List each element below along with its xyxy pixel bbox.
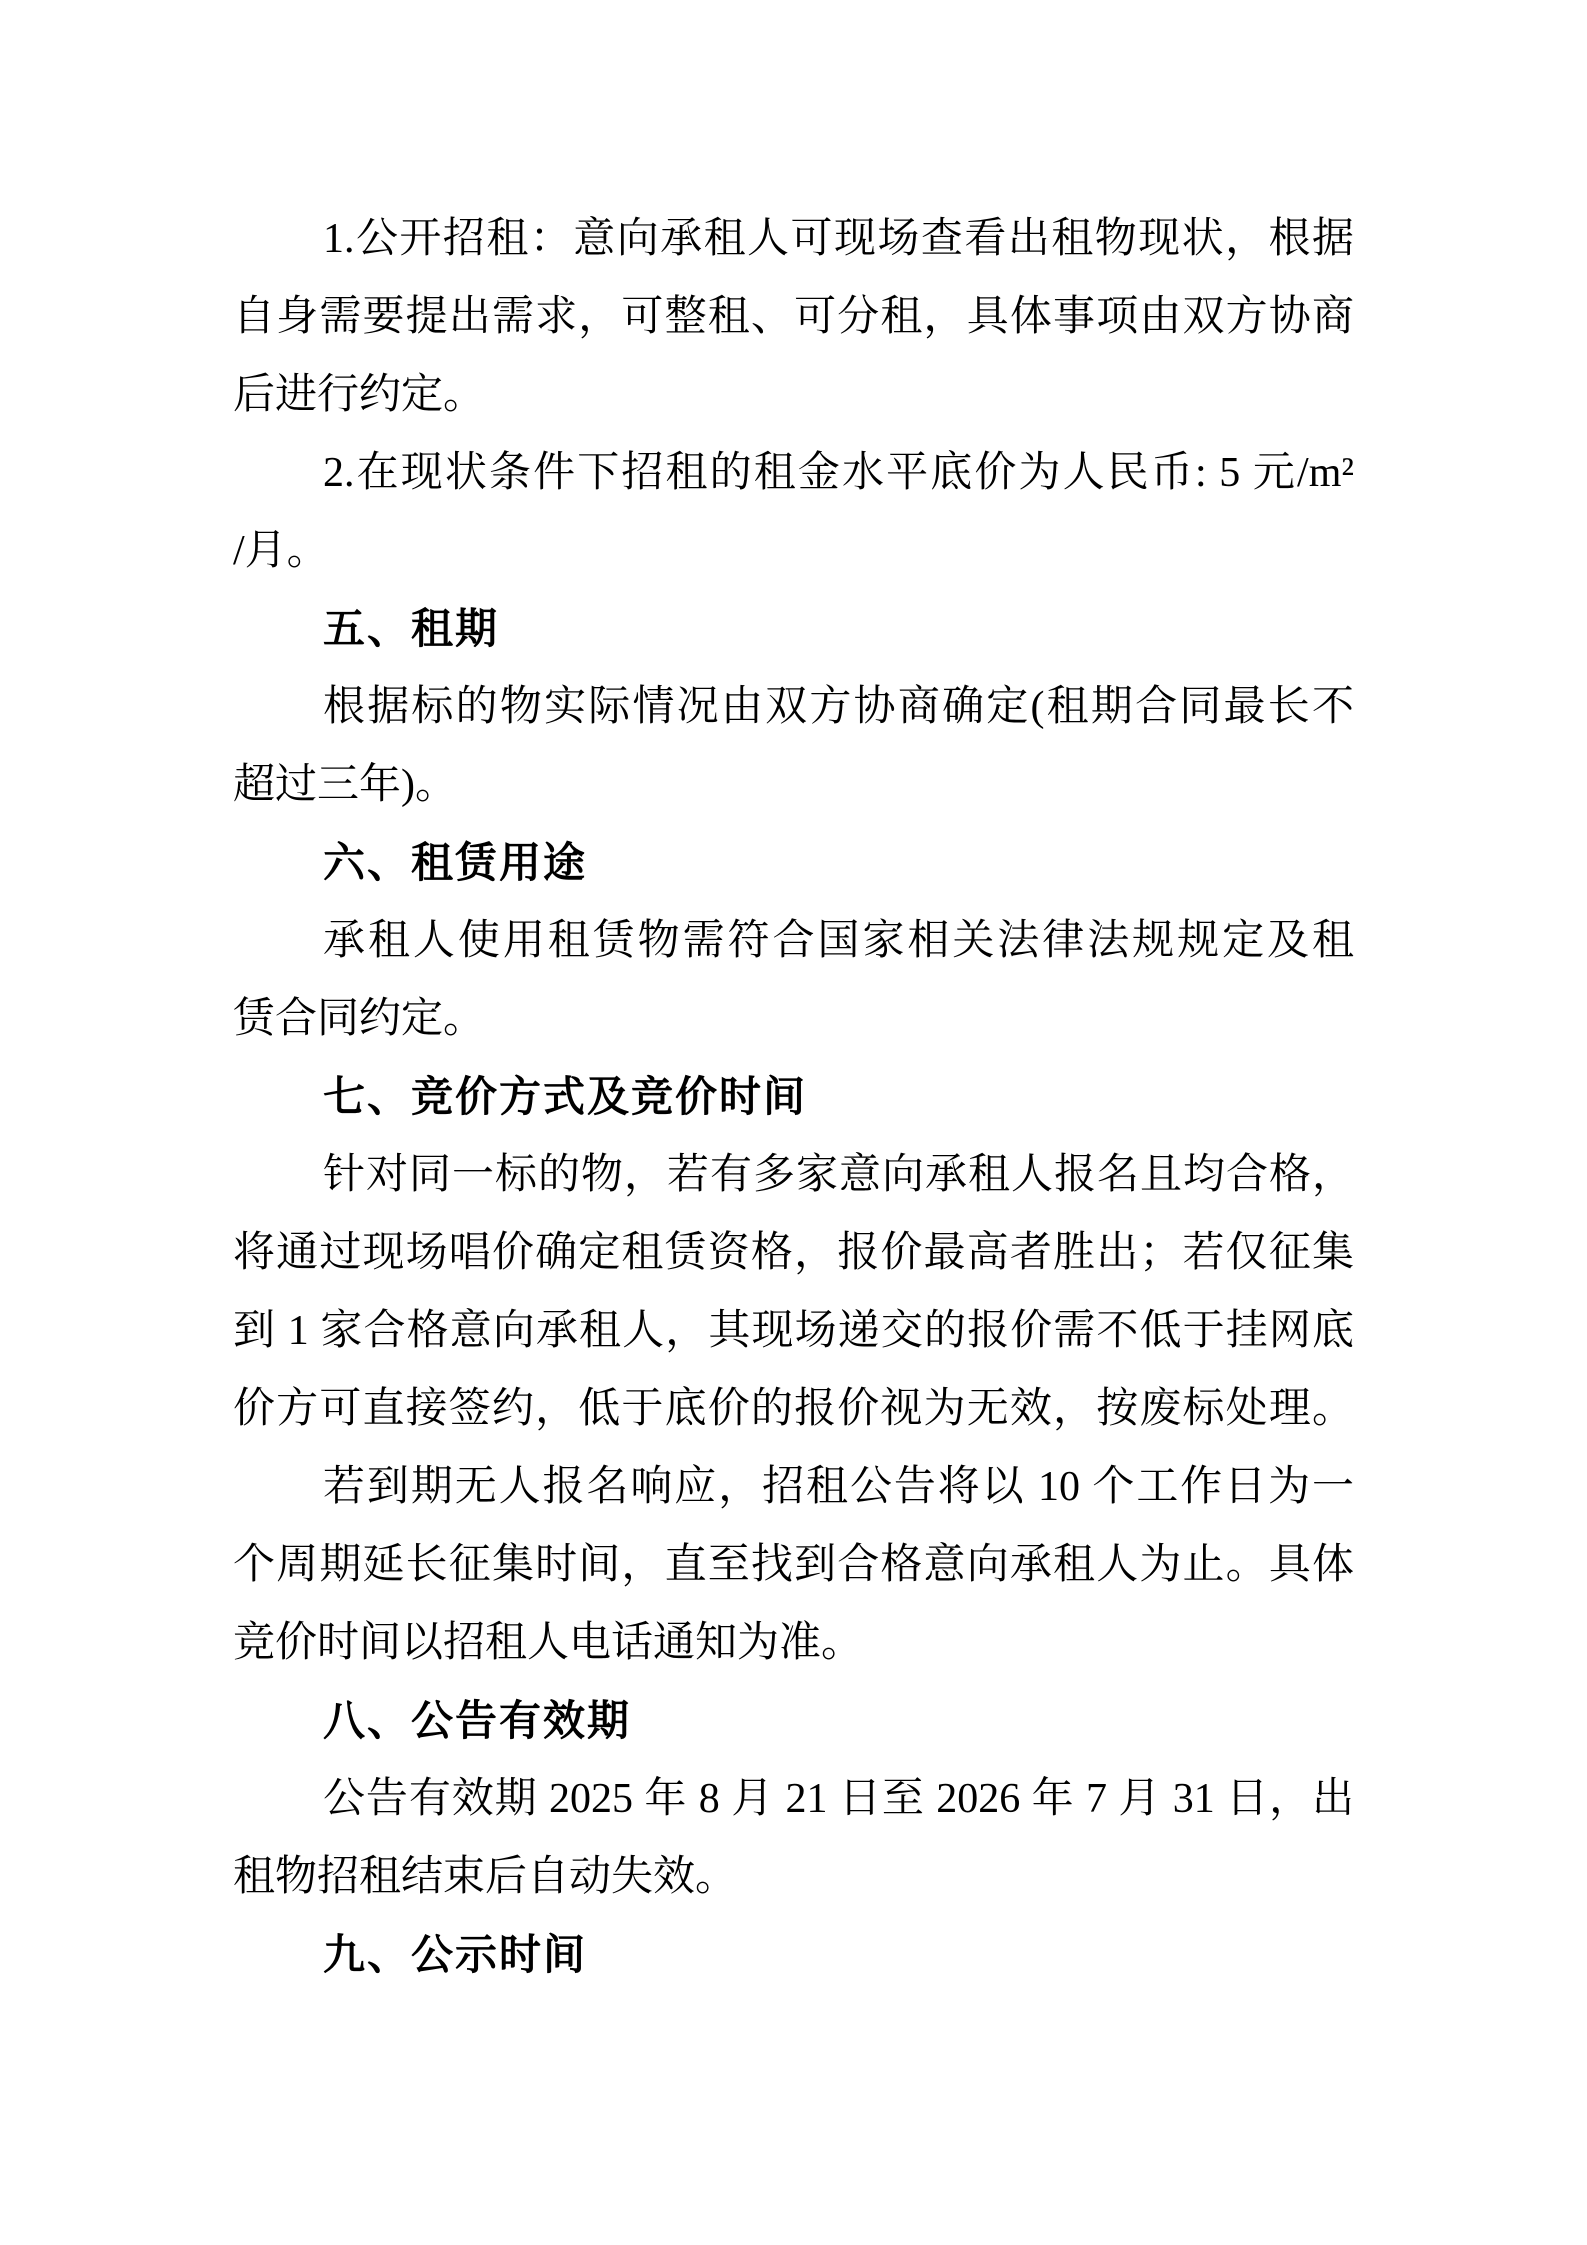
section-heading: 五、租期: [323, 605, 500, 652]
text-line: /月。: [233, 528, 329, 574]
text-line: 公告有效期 2025 年 8 月 21 日至 2026 年 7 月 31 日，出: [323, 1776, 1354, 1822]
document-body: [233, 200, 1354, 1994]
text-line: 1.公开招租：意向承租人可现场查看出租物现状，根据: [323, 216, 1354, 262]
text-line: 租物招租结束后自动失效。: [233, 1854, 738, 1900]
text-line: 个周期延长征集时间，直至找到合格意向承租人为止。具体: [233, 1542, 1354, 1588]
text-line: 价方可直接签约，低于底价的报价视为无效，按废标处理。: [233, 1386, 1354, 1432]
text-line: 根据标的物实际情况由双方协商确定(租期合同最长不: [323, 684, 1354, 730]
text-line: 后进行约定。: [233, 372, 486, 418]
section-heading: 七、竞价方式及竞价时间: [323, 1073, 808, 1120]
text-line: 到 1 家合格意向承租人，其现场递交的报价需不低于挂网底: [233, 1308, 1354, 1354]
text-line: 竞价时间以招租人电话通知为准。: [233, 1620, 864, 1666]
section-heading: 九、公示时间: [323, 1931, 588, 1978]
section-heading: 六、租赁用途: [323, 839, 588, 886]
text-line: 自身需要提出需求，可整租、可分租，具体事项由双方协商: [233, 294, 1354, 340]
text-line: 将通过现场唱价确定租赁资格，报价最高者胜出；若仅征集: [233, 1230, 1354, 1276]
text-line: 2.在现状条件下招租的租金水平底价为人民币: 5 元/m²: [323, 450, 1354, 496]
text-line: 超过三年)。: [233, 762, 457, 808]
text-line: 承租人使用租赁物需符合国家相关法律法规规定及租: [323, 918, 1354, 964]
section-heading: 八、公告有效期: [323, 1697, 632, 1744]
text-line: 若到期无人报名响应，招租公告将以 10 个工作日为一: [323, 1464, 1354, 1510]
text-line: 针对同一标的物，若有多家意向承租人报名且均合格，: [323, 1152, 1354, 1198]
text-line: 赁合同约定。: [233, 996, 486, 1042]
